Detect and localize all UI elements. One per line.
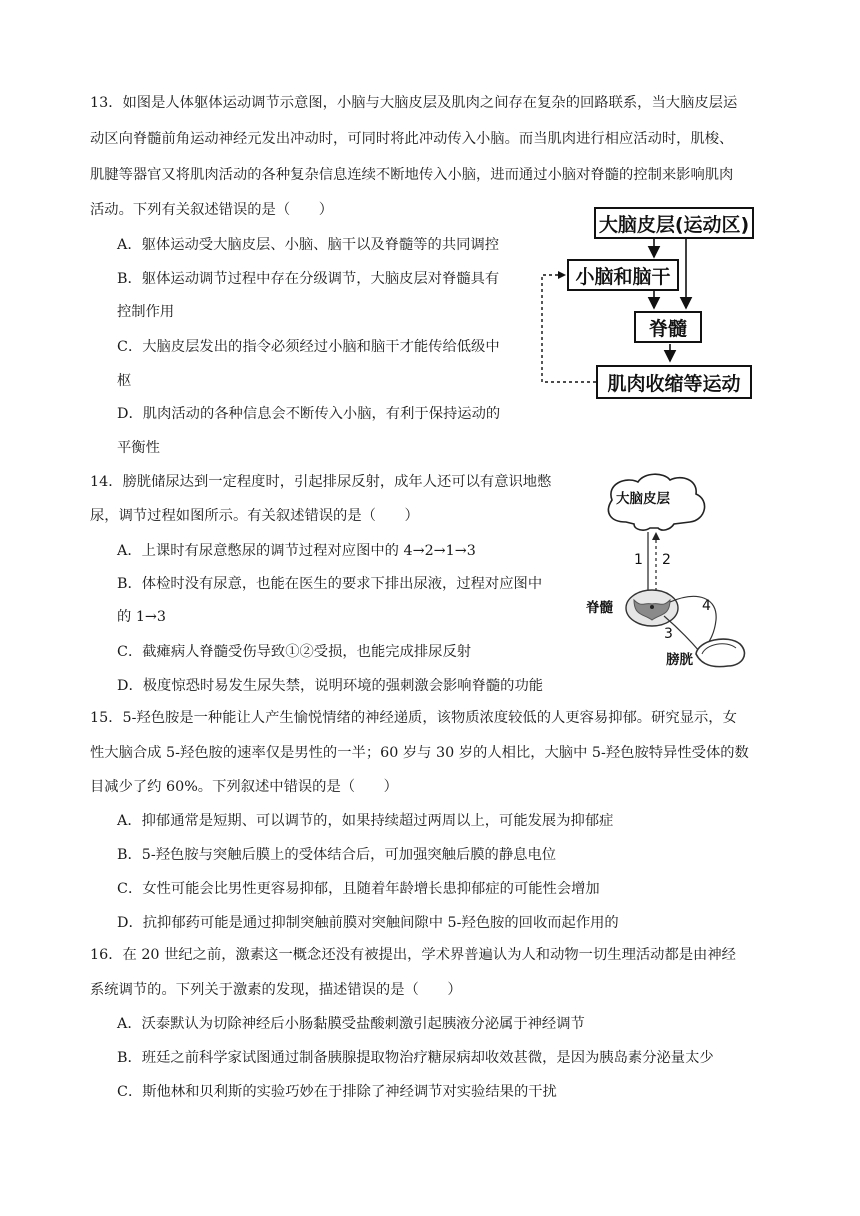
q13-option-b-cont: 控制作用 (117, 304, 175, 320)
pathway-2-arrowhead (652, 532, 660, 540)
label-spinal-cord: 脊髓 (586, 600, 613, 616)
q15-stem-line-1: 15．5-羟色胺是一种能让人产生愉悦情绪的神经递质，该物质浓度较低的人更容易抑郁。研究显示，女 (90, 710, 737, 726)
q13-option-c: C．大脑皮层发出的指令必须经过小脑和脑干才能传给低级中 (117, 339, 500, 355)
q13-motor-control-diagram (536, 203, 768, 401)
q16-option-b: B．班廷之前科学家试图通过制备胰腺提取物治疗糖尿病却收效甚微，是因为胰岛素分泌量太少 (117, 1050, 714, 1066)
q13-option-a: A．躯体运动受大脑皮层、小脑、脑干以及脊髓等的共同调控 (117, 237, 500, 253)
dashed-feedback-line (542, 275, 596, 382)
q16-stem-line-2: 系统调节的。下列关于激素的发现，描述错误的是（ ） (90, 982, 462, 998)
label-pathway-1: 1 (634, 552, 643, 568)
q14-option-d: D．极度惊恐时易发生尿失禁，说明环境的强刺激会影响脊髓的功能 (117, 678, 544, 694)
label-pathway-3: 3 (664, 626, 673, 642)
label-pathway-2: 2 (662, 552, 671, 568)
dashed-feedback-arrowhead (558, 271, 566, 279)
q16-stem-line-1: 16．在 20 世纪之前，激素这一概念还没有被提出，学术界普遍认为人和动物一切生理活动都是由神经 (90, 947, 736, 963)
q13-stem-line-4: 活动。下列有关叙述错误的是（ ） (90, 202, 334, 218)
q14-urination-reflex-diagram (578, 470, 758, 670)
q14-stem-line-2: 尿，调节过程如图所示。有关叙述错误的是（ ） (90, 508, 419, 524)
q14-option-a: A．上课时有尿意憋尿的调节过程对应图中的 4→2→1→3 (117, 543, 476, 559)
label-bladder: 膀胱 (666, 652, 693, 668)
q16-option-a: A．沃泰默认为切除神经后小肠黏膜受盐酸刺激引起胰液分泌属于神经调节 (117, 1016, 585, 1032)
q13-option-d: D．肌肉活动的各种信息会不断传入小脑，有利于保持运动的 (117, 406, 501, 422)
box-muscle-contraction: 肌肉收缩等运动 (596, 365, 752, 399)
q15-stem-line-2: 性大脑合成 5-羟色胺的速率仅是男性的一半；60 岁与 30 岁的人相比，大脑中 5-羟色胺特异性受体的数 (90, 745, 749, 761)
q15-option-b: B．5-羟色胺与突触后膜上的受体结合后，可加强突触后膜的静息电位 (117, 847, 557, 863)
box-cerebral-cortex: 大脑皮层(运动区) (594, 207, 754, 239)
q15-option-d: D．抗抑郁药可能是通过抑制突触前膜对突触间隙中 5-羟色胺的回收而起作用的 (117, 915, 619, 931)
bladder-outline (696, 639, 744, 667)
q13-option-d-cont: 平衡性 (117, 440, 160, 456)
q14-option-c: C．截瘫病人脊髓受伤导致①②受损，也能完成排尿反射 (117, 644, 472, 660)
q13-stem-line-1: 13．如图是人体躯体运动调节示意图，小脑与大脑皮层及肌肉之间存在复杂的回路联系，当大脑皮层运 (90, 95, 738, 111)
q13-stem-line-3: 肌腱等器官又将肌肉活动的各种复杂信息连续不断地传入小脑，进而通过小脑对脊髓的控制来影响肌肉 (90, 167, 734, 183)
label-pathway-4: 4 (702, 598, 711, 614)
q13-option-b: B．躯体运动调节过程中存在分级调节，大脑皮层对脊髓具有 (117, 271, 500, 287)
q16-option-c: C．斯他林和贝利斯的实验巧妙在于排除了神经调节对实验结果的干扰 (117, 1084, 557, 1100)
q14-option-b-cont: 的 1→3 (117, 609, 167, 625)
box-spinal-cord: 脊髓 (634, 311, 702, 343)
q15-option-c: C．女性可能会比男性更容易抑郁，且随着年龄增长患抑郁症的可能性会增加 (117, 881, 600, 897)
q15-option-a: A．抑郁通常是短期、可以调节的，如果持续超过两周以上，可能发展为抑郁症 (117, 813, 614, 829)
q13-stem-line-2: 动区向脊髓前角运动神经元发出冲动时，可同时将此冲动传入小脑。而当肌肉进行相应活动时，肌梭、 (90, 131, 734, 147)
label-cerebral-cortex: 大脑皮层 (616, 491, 670, 507)
q14-option-b: B．体检时没有尿意，也能在医生的要求下排出尿液，过程对应图中 (117, 576, 543, 592)
q14-stem-line-1: 14．膀胱储尿达到一定程度时，引起排尿反射，成年人还可以有意识地憋 (90, 474, 552, 490)
q13-option-c-cont: 枢 (117, 373, 132, 389)
box-cerebellum-brainstem: 小脑和脑干 (567, 259, 679, 291)
q15-stem-line-3: 目减少了约 60%。下列叙述中错误的是（ ） (90, 779, 398, 795)
spinal-neuron-dot (650, 605, 654, 609)
